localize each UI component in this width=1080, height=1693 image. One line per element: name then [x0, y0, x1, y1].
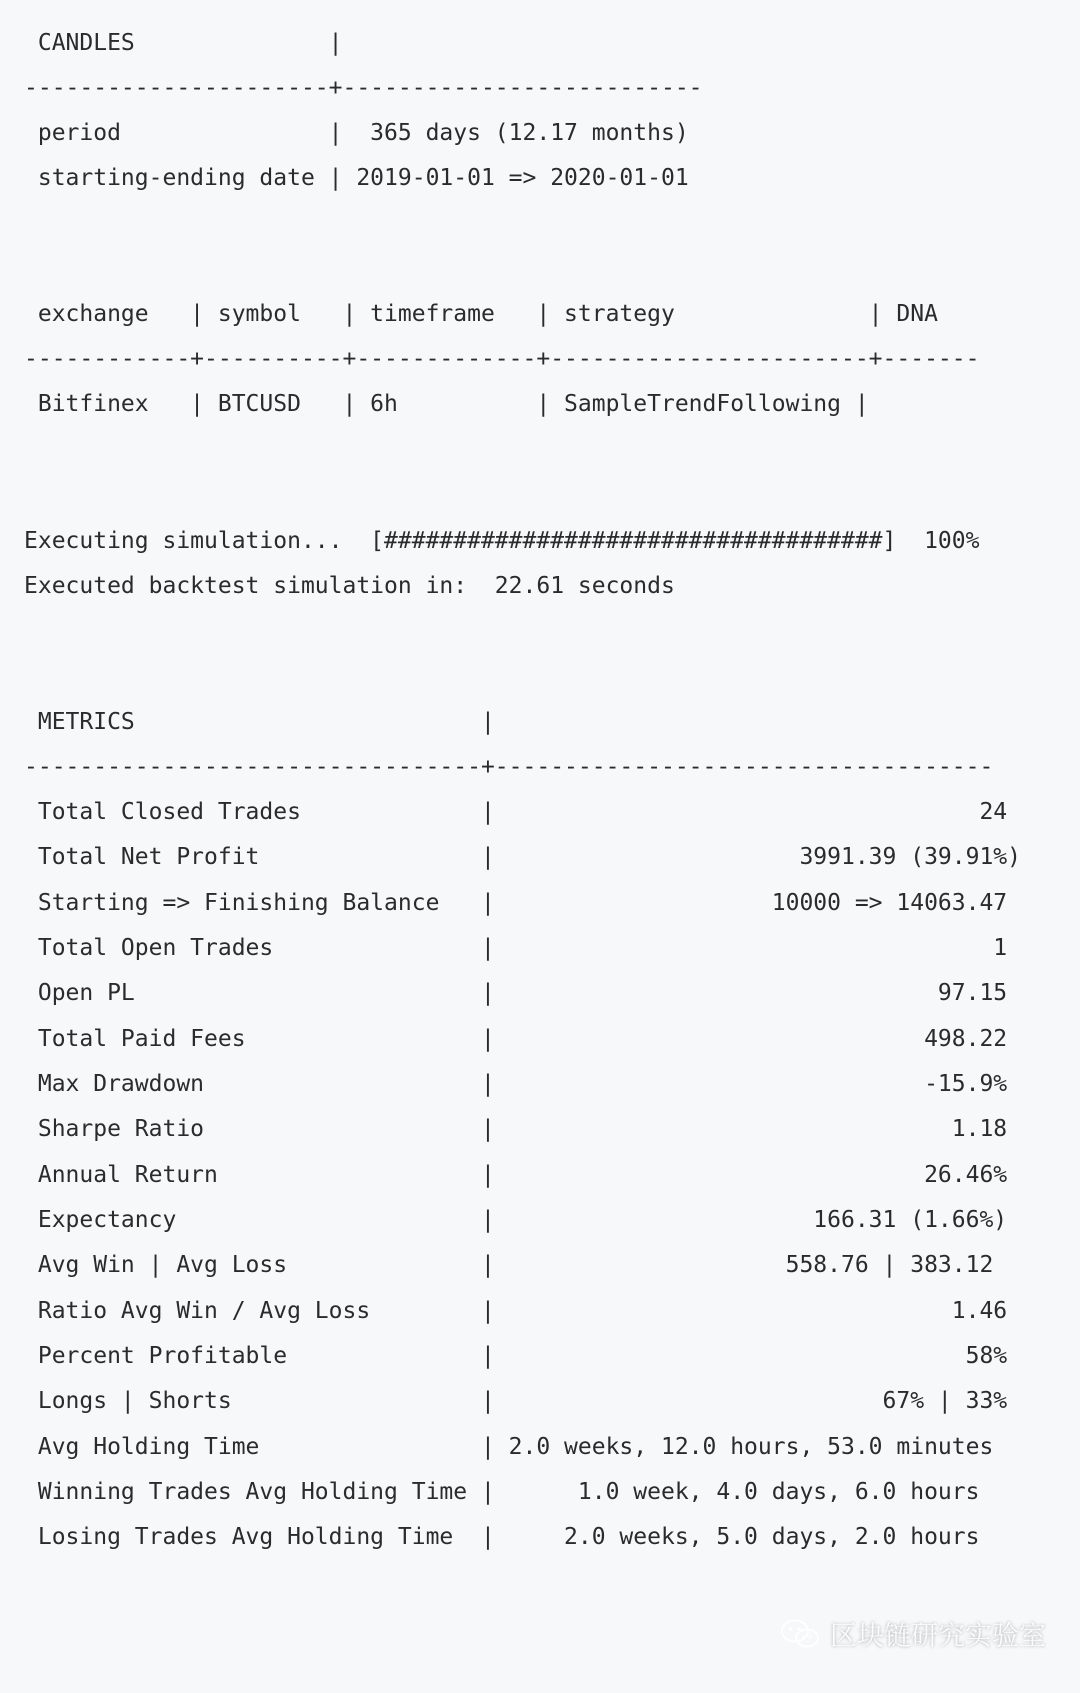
- metrics-row: Annual Return | 26.46%: [24, 1162, 1008, 1188]
- metrics-row: Total Paid Fees | 498.22: [24, 1026, 1008, 1052]
- metrics-row: Avg Win | Avg Loss | 558.76 | 383.12: [24, 1252, 994, 1278]
- routes-separator: ------------+----------+-------------+-----------------------+-------: [24, 346, 980, 372]
- candles-row: period | 365 days (12.17 months): [24, 120, 689, 146]
- metrics-row: Total Closed Trades | 24: [24, 799, 1008, 825]
- routes-row: Bitfinex | BTCUSD | 6h | SampleTrendFollowing |: [24, 391, 869, 417]
- routes-header: exchange | symbol | timeframe | strategy | DNA: [24, 301, 938, 327]
- metrics-row: Winning Trades Avg Holding Time | 1.0 week, 4.0 days, 6.0 hours: [24, 1479, 980, 1505]
- candles-row: starting-ending date | 2019-01-01 => 2020-01-01: [24, 165, 689, 191]
- metrics-row: Starting => Finishing Balance | 10000 => 14063.47: [24, 890, 1008, 916]
- metrics-row: Expectancy | 166.31 (1.66%): [24, 1207, 1008, 1233]
- metrics-row: Total Net Profit | 3991.39 (39.91%): [24, 844, 1021, 870]
- metrics-row: Losing Trades Avg Holding Time | 2.0 weeks, 5.0 days, 2.0 hours: [24, 1524, 980, 1550]
- watermark-text: 区块链研究实验室: [830, 1621, 1046, 1652]
- metrics-row: Max Drawdown | -15.9%: [24, 1071, 1008, 1097]
- metrics-row: Avg Holding Time | 2.0 weeks, 12.0 hours, 53.0 minutes: [24, 1434, 994, 1460]
- simulation-duration: Executed backtest simulation in: 22.61 seconds: [24, 573, 675, 599]
- watermark: [780, 1614, 1046, 1653]
- simulation-progress: Executing simulation... [####################################] 100%: [24, 528, 980, 554]
- metrics-row: Percent Profitable | 58%: [24, 1343, 1008, 1369]
- metrics-row: Longs | Shorts | 67% | 33%: [24, 1388, 1008, 1414]
- metrics-row: Total Open Trades | 1: [24, 935, 1008, 961]
- metrics-separator: ---------------------------------+------------------------------------: [24, 754, 994, 780]
- wechat-icon: [780, 1618, 820, 1650]
- metrics-row: Sharpe Ratio | 1.18: [24, 1116, 1008, 1142]
- metrics-row: Open PL | 97.15: [24, 980, 1008, 1006]
- metrics-row: Ratio Avg Win / Avg Loss | 1.46: [24, 1298, 1008, 1324]
- candles-separator: ----------------------+--------------------------: [24, 75, 703, 101]
- candles-header: CANDLES |: [24, 30, 343, 56]
- metrics-header: METRICS |: [24, 709, 495, 735]
